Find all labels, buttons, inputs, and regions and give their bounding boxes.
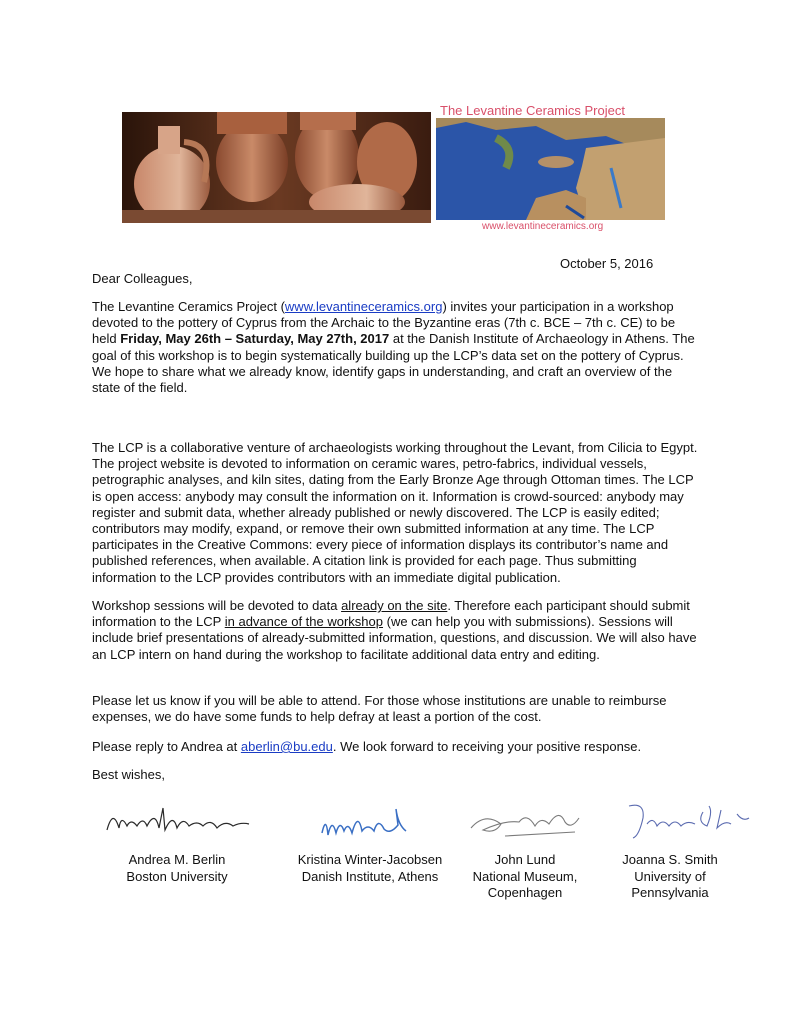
- signature-lund: [465, 800, 585, 840]
- p3-text-3: (we can help you with submissions). Sessions will include brief presentations of already-submitted information, questions, and discussion. We will also have an LCP intern on hand during the workshop to facilitate additional data entry and editing.: [92, 614, 697, 662]
- paragraph-1: [92, 299, 702, 396]
- signer-affiliation: National Museum,: [472, 868, 578, 884]
- signature-berlin: [103, 800, 253, 840]
- signature-smith: [625, 798, 755, 843]
- map-url: www.levantineceramics.org: [482, 221, 604, 232]
- signer-name: John Lund: [494, 852, 556, 867]
- p1-text-2: ) invites your participation in a workshop devoted to the pottery of Cyprus from the Archaic to the Byzantine eras (7th c. BCE – 7th c. CE) to be held: [92, 299, 676, 347]
- signer-affiliation-2: Pennsylvania: [631, 885, 709, 900]
- signer-affiliation: University of: [634, 868, 706, 884]
- p3-text-2: . Therefore each participant should submit information to the LCP: [92, 598, 690, 630]
- signer-name: Andrea M. Berlin: [128, 852, 226, 867]
- signer-name: Kristina Winter-Jacobsen: [297, 852, 443, 867]
- workshop-dates: Friday, May 26th – Saturday, May 27th, 2017: [120, 331, 390, 347]
- already-on-site-text: already on the site: [341, 598, 448, 613]
- signer-name: Joanna S. Smith: [622, 852, 718, 867]
- signature-winter-jacobsen: [318, 805, 418, 840]
- paragraph-2: The LCP is a collaborative venture of archaeologists working throughout the Levant, from Cilicia to Egypt. The project website is devoted to information on ceramic wares, petro-fabrics, individual vessels, petrographic analyses, and kiln sites, dating from the Early Bronze Age through Ottoman times. The LCP is open access: anybody may consult the information on it. Information is crowd-sourced: anybody may register and submit data, whether already published or newly discovered. The LCP is easily edited; contributors may modify, expand, or remove their own submitted information at any time. The LCP participates in the Creative Commons: every piece of information displays its contributor’s name and published references, when available. A citation link is provided for each page. Thus submitting information to the LCP provides contributors with an immediate digital publication.: [92, 440, 698, 585]
- letter-date: October 5, 2016: [560, 256, 654, 271]
- in-advance-text: in advance of the workshop: [224, 614, 384, 630]
- p1-text-1: The Levantine Ceramics Project (: [92, 299, 285, 314]
- signer-berlin: [92, 852, 262, 885]
- map-title: The Levantine Ceramics Project: [440, 103, 625, 118]
- signer-affiliation-2: Copenhagen: [487, 885, 563, 900]
- p3-text-1: Workshop sessions will be devoted to data: [92, 598, 342, 613]
- paragraph-3: [92, 598, 702, 663]
- closing: Best wishes,: [92, 767, 165, 782]
- email-link[interactable]: aberlin@bu.edu: [240, 739, 333, 754]
- signer-lund: [455, 852, 595, 902]
- p1-text-3: at the Danish Institute of Archaeology in Athens. The goal of this workshop is to begin systematically building up the LCP’s data set on the pottery of Cyprus. We hope to share what we already know, identify gaps in understanding, and craft an overview of the state of the field.: [92, 331, 695, 396]
- signer-affiliation: Boston University: [126, 868, 228, 884]
- p5-text-1: Please reply to Andrea at: [92, 739, 241, 754]
- pottery-photo: [122, 112, 431, 223]
- website-link[interactable]: www.levantineceramics.org: [284, 299, 443, 314]
- levant-map-image: [436, 118, 665, 220]
- paragraph-5: [92, 739, 702, 755]
- signer-winter-jacobsen: [270, 852, 470, 885]
- paragraph-4: Please let us know if you will be able to attend. For those whose institutions are unable to reimburse expenses, we do have some funds to help defray at least a portion of the cost.: [92, 693, 667, 725]
- signer-affiliation: Danish Institute, Athens: [301, 868, 439, 884]
- p5-text-2: . We look forward to receiving your positive response.: [332, 739, 642, 754]
- salutation: Dear Colleagues,: [92, 271, 193, 286]
- signer-smith: [600, 852, 740, 902]
